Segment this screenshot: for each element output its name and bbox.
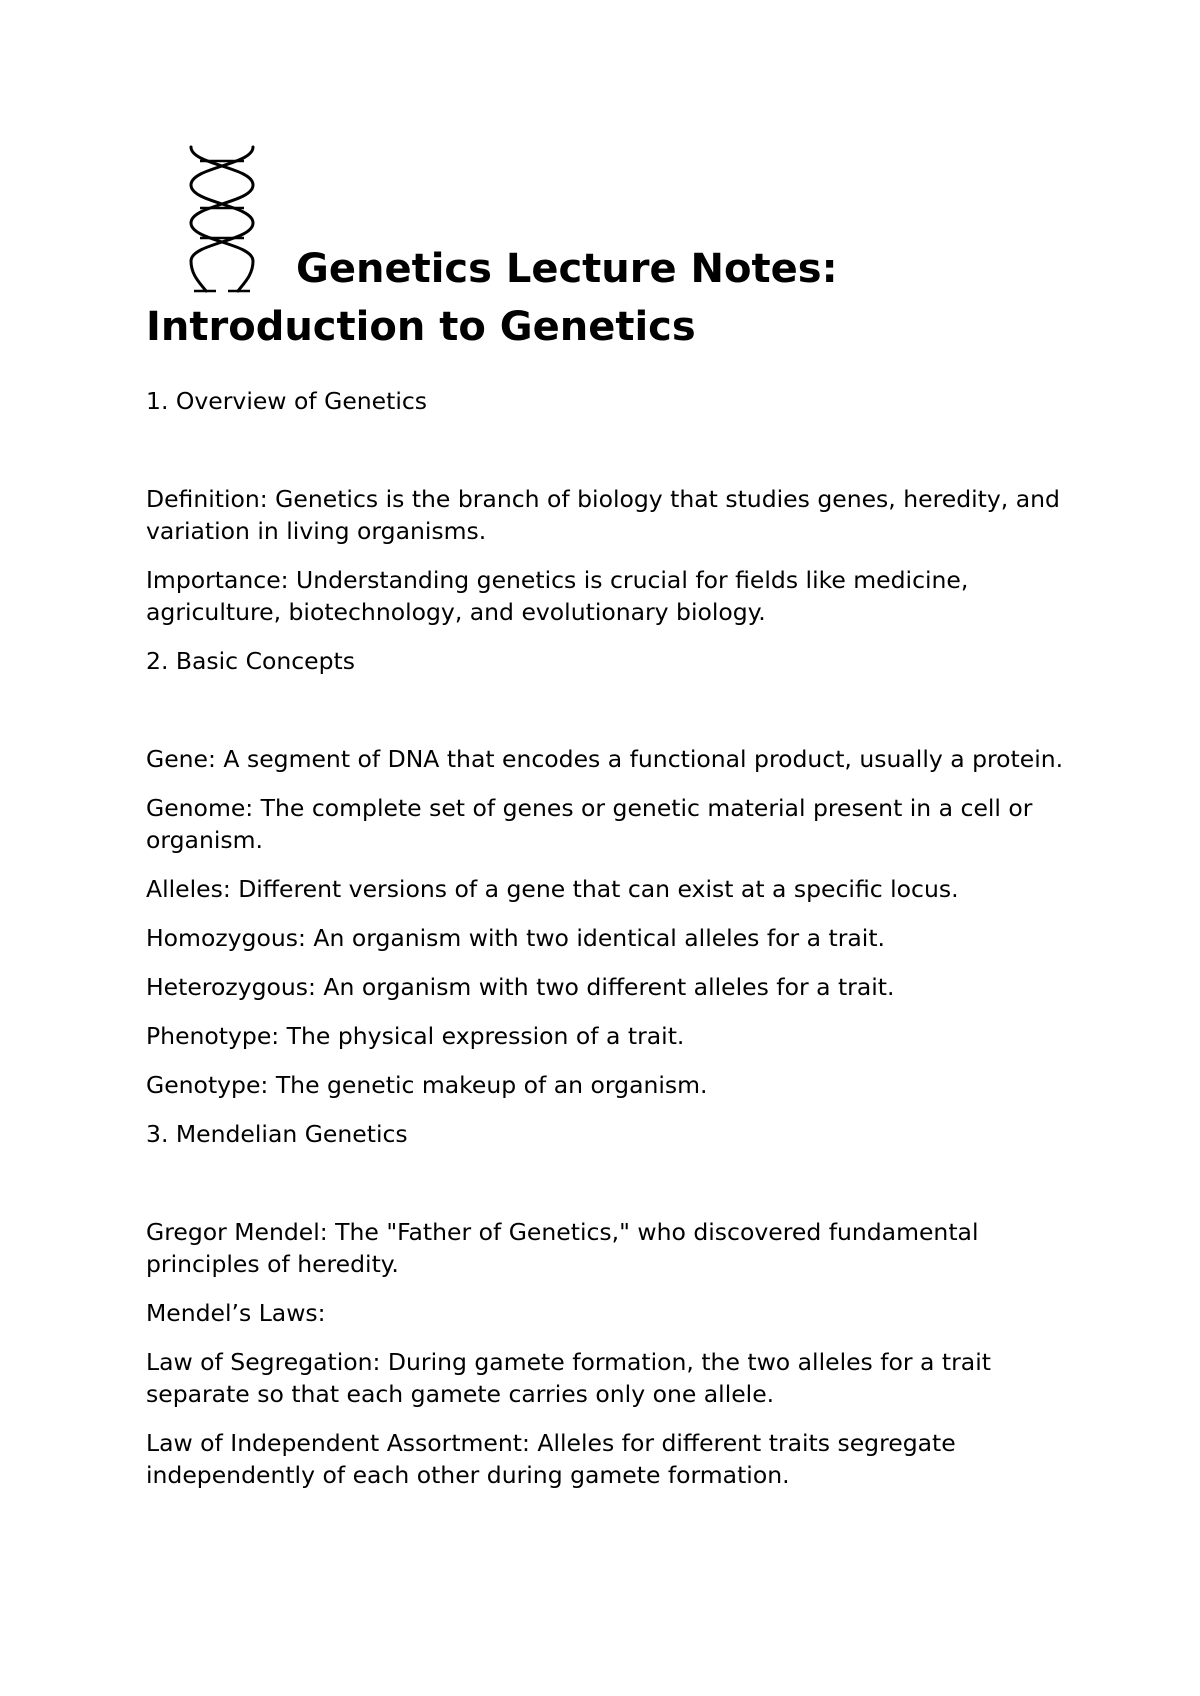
paragraph-heterozygous: Heterozygous: An organism with two different alleles for a trait. xyxy=(146,973,895,1001)
section-heading-overview: 1. Overview of Genetics xyxy=(146,387,428,415)
document-title-line-1: Genetics Lecture Notes: xyxy=(296,246,838,292)
paragraph-gregor-mendel: Gregor Mendel: The "Father of Genetics," who discovered fundamental principles of heredity. xyxy=(146,1218,979,1278)
section-heading-basic-concepts: 2. Basic Concepts xyxy=(146,647,356,675)
paragraph-mendels-laws: Mendel’s Laws: xyxy=(146,1299,326,1327)
paragraph-law-of-segregation: Law of Segregation: During gamete formation, the two alleles for a trait separate so that each gamete carries only one allele. xyxy=(146,1348,991,1408)
paragraph-definition: Definition: Genetics is the branch of biology that studies genes, heredity, and variation in living organisms. xyxy=(146,485,1060,545)
paragraph-gene: Gene: A segment of DNA that encodes a functional product, usually a protein. xyxy=(146,745,1064,773)
paragraph-genome: Genome: The complete set of genes or genetic material present in a cell or organism. xyxy=(146,794,1033,854)
paragraph-phenotype: Phenotype: The physical expression of a trait. xyxy=(146,1022,685,1050)
document-title-line-2: Introduction to Genetics xyxy=(146,304,696,350)
paragraph-alleles: Alleles: Different versions of a gene that can exist at a specific locus. xyxy=(146,875,959,903)
paragraph-homozygous: Homozygous: An organism with two identical alleles for a trait. xyxy=(146,924,886,952)
paragraph-importance: Importance: Understanding genetics is crucial for fields like medicine, agriculture, biotechnology, and evolutionary biology. xyxy=(146,566,969,626)
paragraph-genotype: Genotype: The genetic makeup of an organism. xyxy=(146,1071,708,1099)
dna-helix-icon xyxy=(186,145,260,293)
document-body xyxy=(146,385,1066,1508)
section-heading-mendelian-genetics: 3. Mendelian Genetics xyxy=(146,1120,408,1148)
paragraph-law-of-independent-assortment: Law of Independent Assortment: Alleles for different traits segregate independently of each other during gamete formation. xyxy=(146,1429,956,1489)
